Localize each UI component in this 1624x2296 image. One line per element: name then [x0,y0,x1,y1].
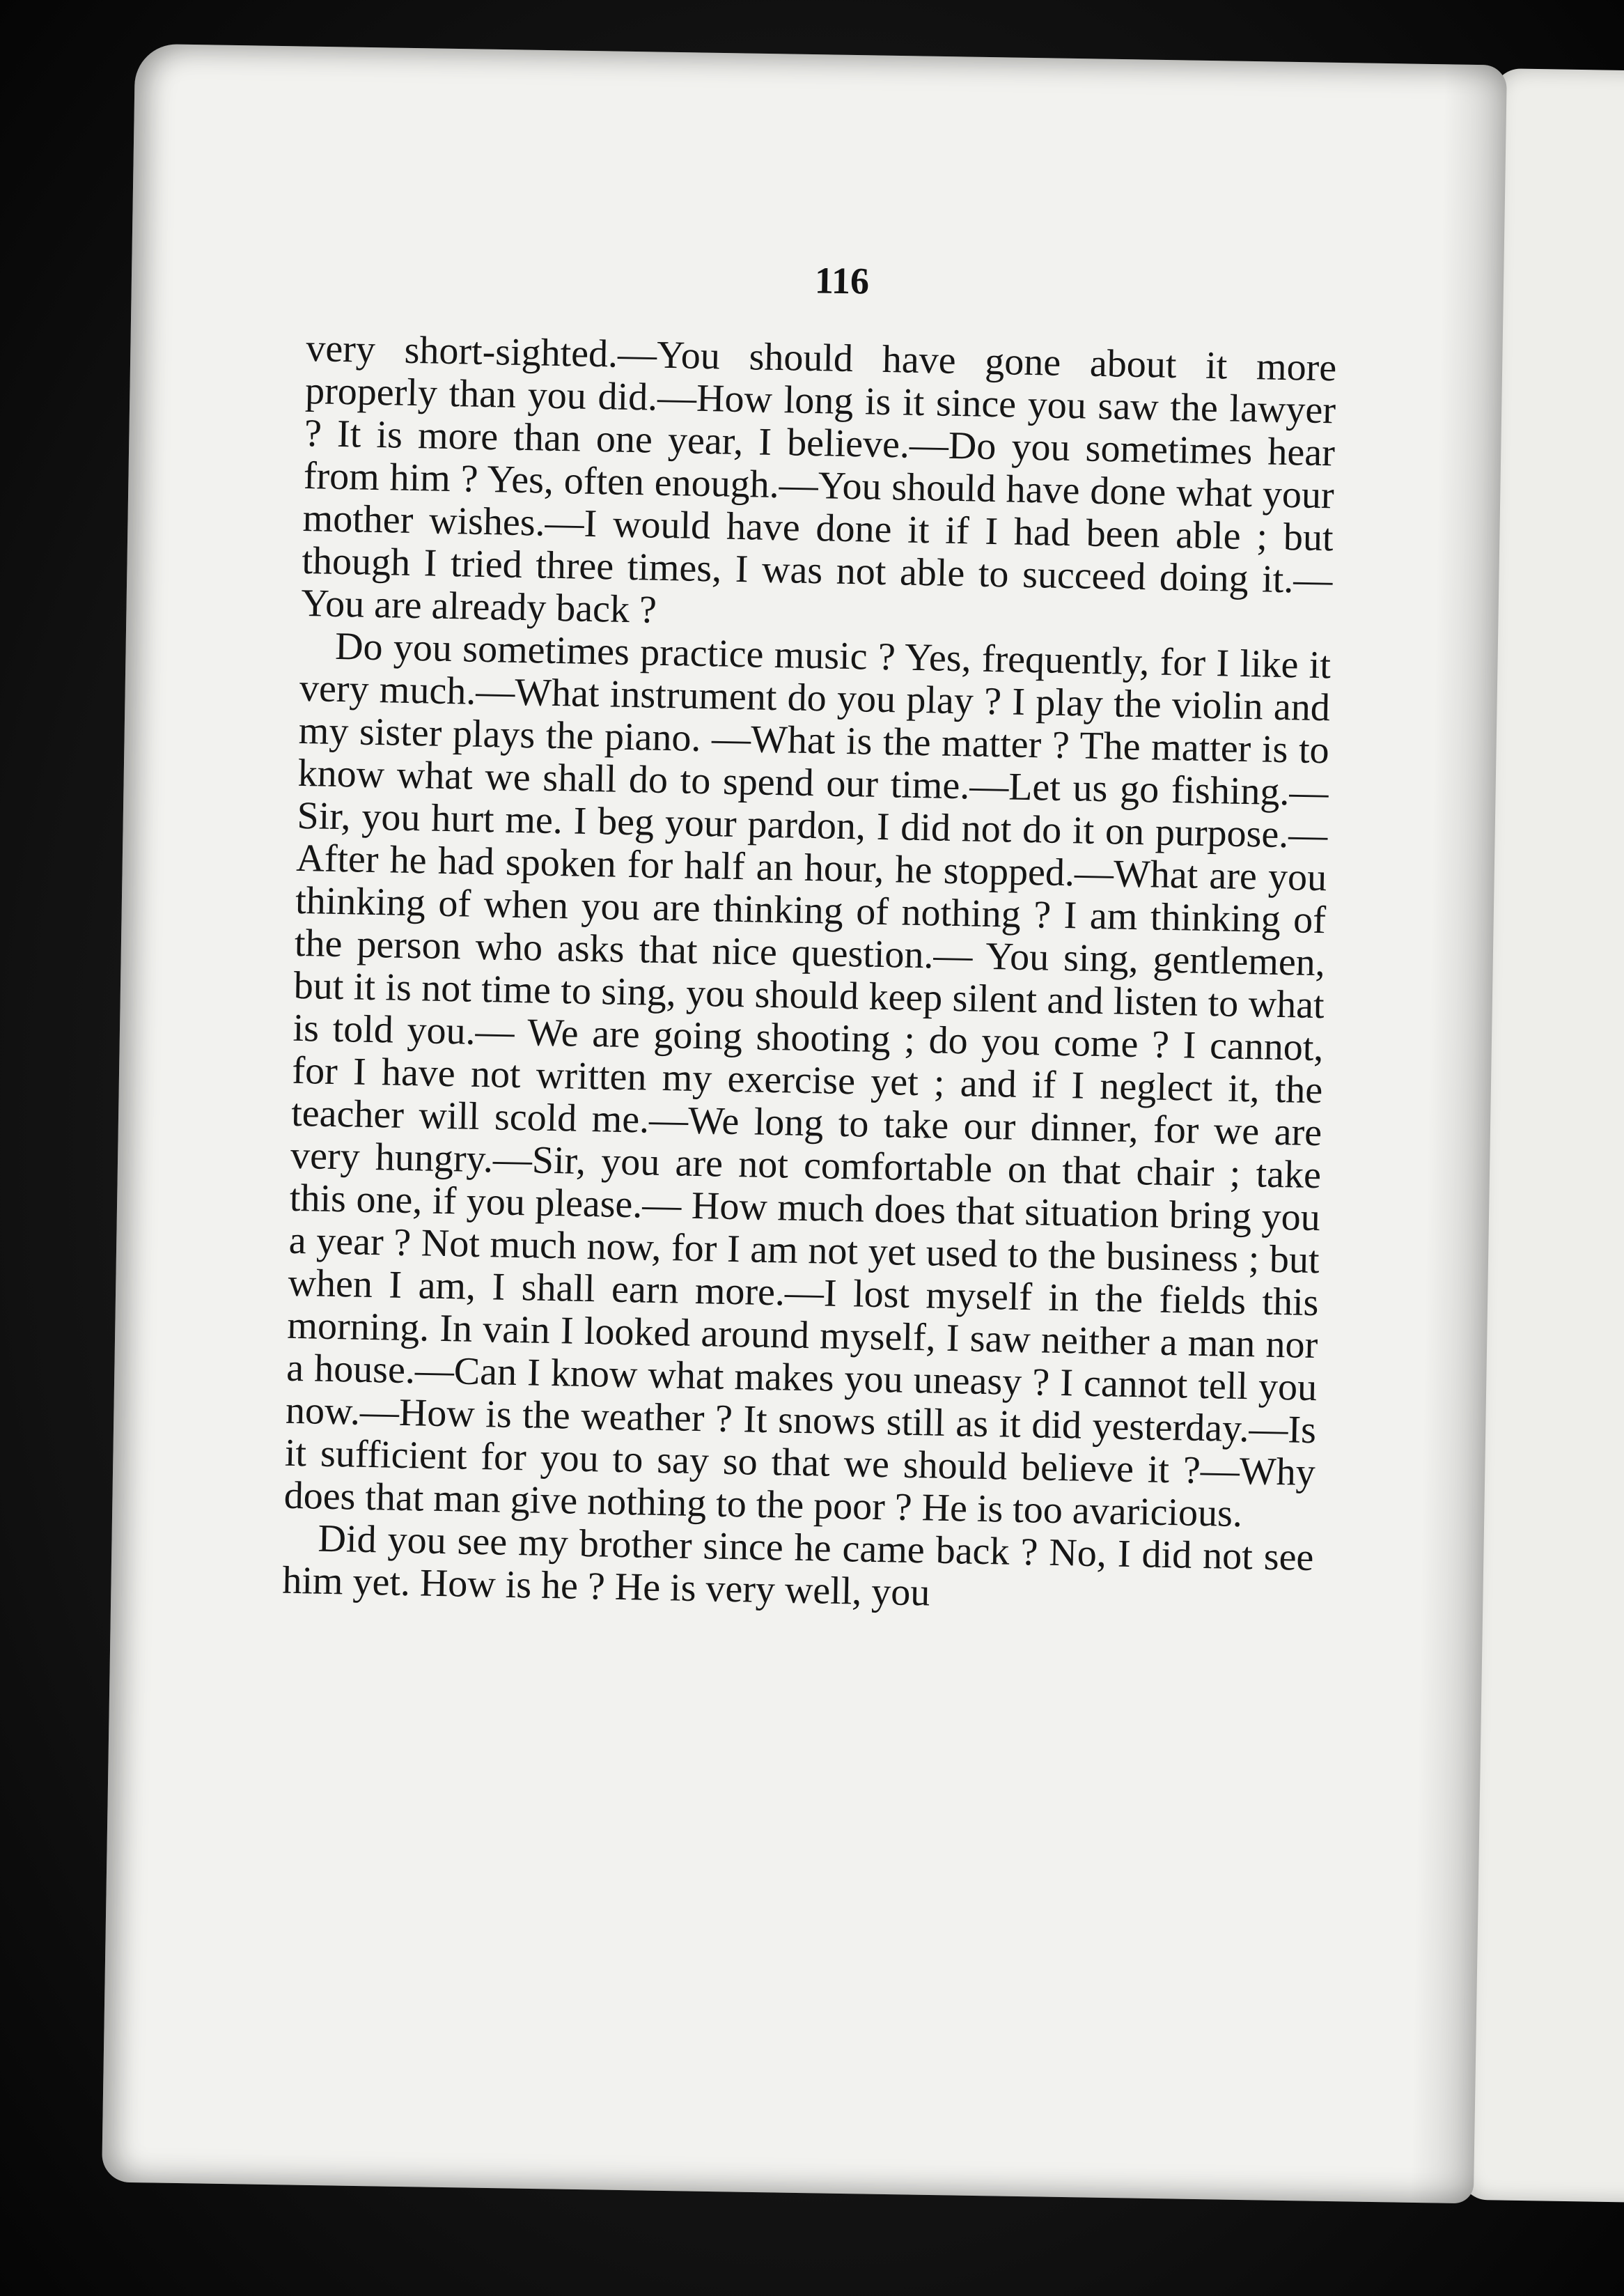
paragraph: Do you sometimes practice music ? Yes, frequently, for I like it very much.—What instrument do you play ? I play the violin and my sister plays the piano. —What is the matter ? The matter is to know what we shall do to spend our time.—Let us go fishing.—Sir, you hurt me. I beg your pardon, I did not do it on purpose.—After he had spoken for half an hour, he stopped.—What are you thinking of when you are thinking of nothing ? I am thinking of the person who asks that nice question.— You sing, gentlemen, but it is not time to sing, you should keep silent and listen to what is told you.— We are going shooting ; do you come ? I cannot, for I have not written my exercise yet ; and if I neglect it, the teacher will scold me.—We long to take our dinner, for we are very hungry.—Sir, you are not comfortable on that chair ; take this one, if you please.— How much does that situation bring you a year ? Not much now, for I am not yet used to the business ; but when I am, I shall earn more.—I lost myself in the fields this morning. In vain I looked around myself, I saw neither a man nor a house.—Can I know what makes you uneasy ? I cannot tell you now.—How is the weather ? It snows still as it did yesterday.—Is it sufficient for you to say so that we should believe it ?—Why does that man give nothing to the poor ? He is too avaricious. [283,624,1332,1536]
paragraph: Did you see my brother since he came back ? No, I did not see him yet. How is he ? He is very well, you [281,1517,1314,1615]
page-number: 116 [814,259,870,302]
paragraph: very short-sighted.—You should have gone about it more properly than you did.—How long is it since you saw the lawyer ? It is more than one year, I believe.—Do you sometimes hear from him ? Yes, often enough.—You should have done what your mother wishes.—I would have done it if I had been able ; but though I tried three times, I was not able to succeed doing it.—You are already back ? [300,327,1337,632]
page-body-text [282,327,1337,1622]
